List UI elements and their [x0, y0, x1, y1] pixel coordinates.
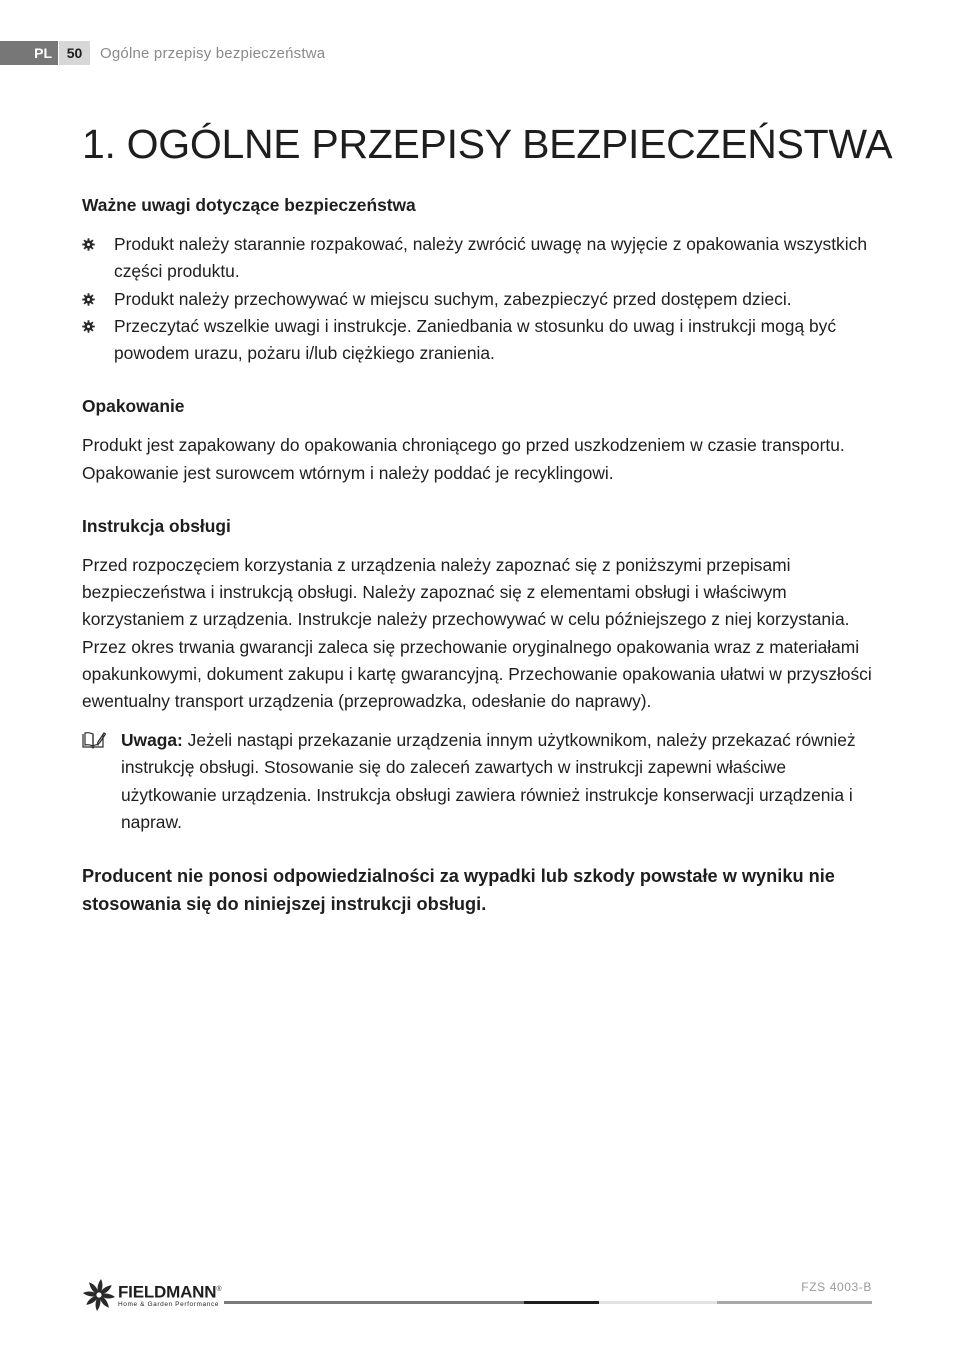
language-badge: PL — [0, 41, 58, 65]
brand-wordmark: FIELDMANN — [118, 1282, 217, 1302]
fan-logo-icon — [82, 1278, 116, 1312]
list-item-text: Produkt należy przechowywać w miejscu suchym, zabezpieczyć przed dostępem dzieci. — [114, 288, 792, 309]
manual-paragraph: Przed rozpoczęciem korzystania z urządzenia należy zapoznać się z poniższymi przepisami bezpieczeństwa i instrukcją obsługi. Należy zapoznać się z elementami obsługi i właściwym korzystaniem z urządzenia. Instrukcje należy przechowywać w celu późniejszego z niej korzystania. Przez okres trwania gwarancji zaleca się przechowanie oryginalnego opakowania wraz z materiałami opakunkowymi, dokument zakupu i kartę gwarancyjną. Przechowanie opakowania ułatwi w przyszłości ewentualny transport urządzenia (przeprowadzka, odesłanie do naprawy). — [82, 555, 872, 712]
manual-heading: Instrukcja obsługi — [82, 515, 231, 536]
spacer — [82, 540, 877, 552]
gear-bullet-icon — [82, 238, 95, 251]
spacer — [82, 836, 877, 862]
footer-rule — [524, 1301, 599, 1304]
list-item — [82, 231, 877, 285]
spacer — [82, 715, 877, 727]
page-title: 1. OGÓLNE PRZEPISY BEZPIECZEŃSTWA — [82, 121, 893, 167]
footer-rule — [224, 1301, 524, 1304]
packaging-paragraph: Produkt jest zapakowany do opakowania chroniącego go przed uszkodzeniem w czasie transportu. Opakowanie jest surowcem wtórnym i należy poddać je recyklingowi. — [82, 435, 845, 483]
gear-bullet-icon — [82, 320, 95, 333]
footer-rule — [717, 1301, 872, 1304]
brand-tagline: Home & Garden Performance — [118, 1301, 219, 1309]
spacer — [82, 420, 877, 432]
brand-text — [118, 1281, 221, 1310]
brand-logo — [82, 1278, 221, 1312]
spacer — [82, 487, 877, 513]
disclaimer-paragraph: Producent nie ponosi odpowiedzialności za wypadki lub szkody powstałe w wyniku nie stosowania się do niniejszej instrukcji obsługi. — [82, 866, 835, 915]
trademark-symbol: ® — [216, 1285, 222, 1293]
book-pencil-icon — [82, 731, 106, 749]
note-block — [82, 727, 877, 836]
packaging-heading: Opakowanie — [82, 396, 185, 417]
footer-rule — [599, 1301, 717, 1304]
model-number: FZS 4003-B — [801, 1280, 872, 1294]
page-number: 50 — [59, 41, 90, 65]
list-item-text: Produkt należy starannie rozpakować, należy zwrócić uwagę na wyjęcie z opakowania wszystkich części produktu. — [114, 234, 867, 282]
spacer — [82, 367, 877, 393]
brand-name — [118, 1281, 221, 1302]
gear-bullet-icon — [82, 293, 95, 306]
list-item — [82, 313, 877, 367]
safety-list — [82, 231, 877, 367]
note-label: Uwaga: — [121, 730, 183, 751]
running-header-title: Ogólne przepisy bezpieczeństwa — [100, 44, 326, 62]
list-item-text: Przeczytać wszelkie uwagi i instrukcje. Zaniedbania w stosunku do uwag i instrukcji mogą być powodem urazu, pożaru i/lub ciężkiego zranienia. — [114, 315, 837, 364]
safety-heading: Ważne uwagi dotyczące bezpieczeństwa — [82, 195, 416, 215]
page-content — [82, 192, 877, 918]
page-header — [0, 41, 325, 65]
list-item — [82, 286, 877, 313]
note-text: Jeżeli nastąpi przekazanie urządzenia innym użytkownikom, należy przekazać również instrukcję obsługi. Stosowanie się do zaleceń zawartych w instrukcji zapewni właściwe użytkowanie urządzenia. Instrukcja obsługi zawiera również instrukcje konserwacji urządzenia i napraw. — [121, 730, 856, 832]
spacer — [82, 219, 877, 231]
